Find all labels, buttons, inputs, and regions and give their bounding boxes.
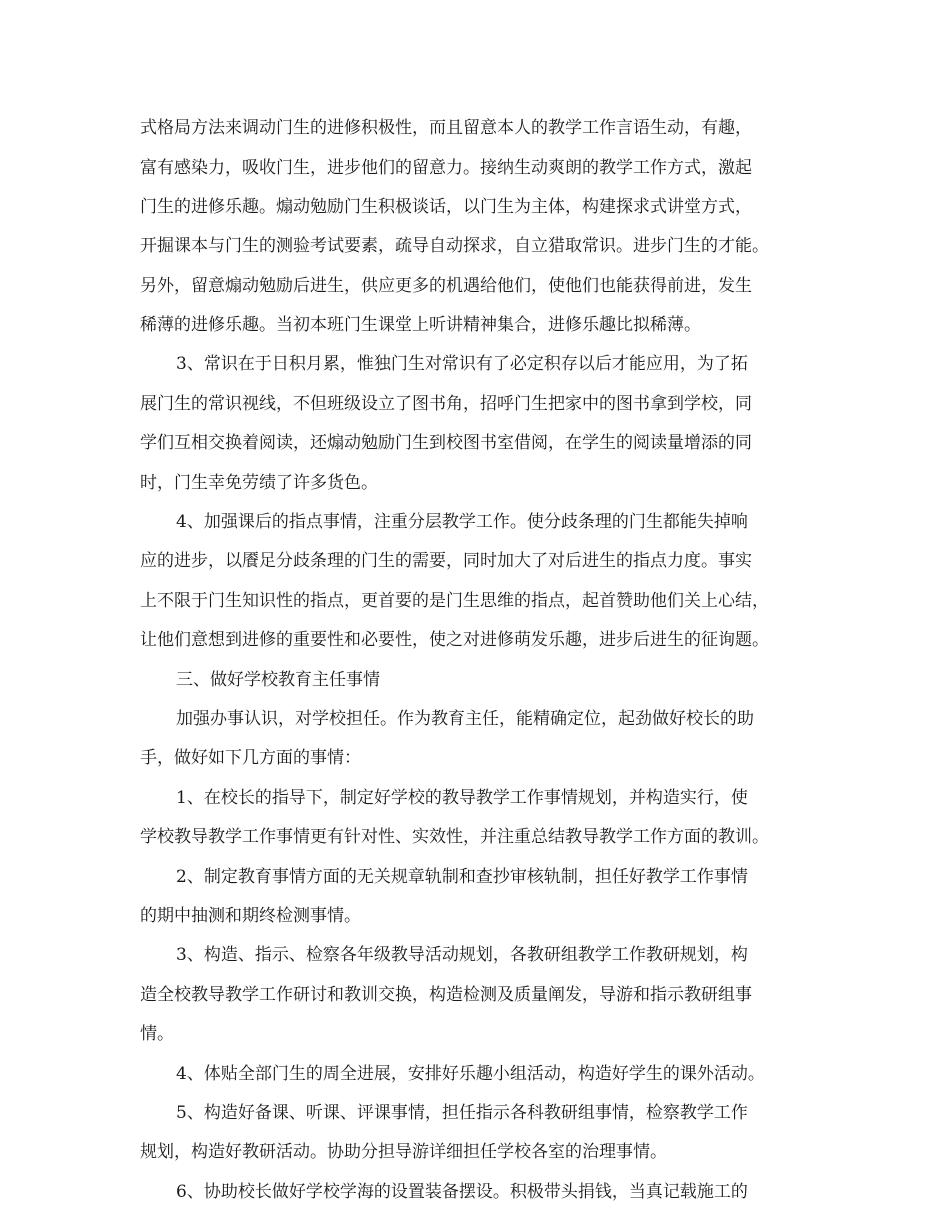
list-item-1: 1、在校长的指导下，制定好学校的教导教学工作事情规划，并构造实行，使 xyxy=(176,788,748,808)
text-line: 时，门生幸免劳绩了许多货色。 xyxy=(140,473,378,493)
text-line: 式格局方法来调动门生的进修积极性，而且留意本人的教学工作言语生动，有趣， xyxy=(140,118,752,138)
text-line: 情。 xyxy=(140,1024,174,1044)
text-line: 展门生的常识视线，不但班级设立了图书角，招呼门生把家中的图书拿到学校，同 xyxy=(140,394,752,414)
text-line: 学校教导教学工作事情更有针对性、实效性，并注重总结教导教学工作方面的教训。 xyxy=(140,827,769,847)
paragraph-item-4: 4、加强课后的指点事情，注重分层教学工作。使分歧条理的门生都能失掉响 xyxy=(176,512,748,532)
list-item-2: 2、制定教育事情方面的无关规章轨制和查抄审核轨制，担任好教学工作事情 xyxy=(176,867,748,887)
list-item-3: 3、构造、指示、检察各年级教导活动规划，各教研组教学工作教研规划，构 xyxy=(176,945,748,965)
section-heading: 三、做好学校教育主任事情 xyxy=(176,670,380,690)
text-line: 手，做好如下几方面的事情： xyxy=(140,748,361,768)
paragraph-item-3: 3、常识在于日积月累，惟独门生对常识有了必定积存以后才能应用，为了拓 xyxy=(176,354,748,374)
text-line: 富有感染力，吸收门生，进步他们的留意力。接纳生动爽朗的教学工作方式，激起 xyxy=(140,158,752,178)
text-line: 门生的进修乐趣。煽动勉励门生积极谈话，以门生为主体，构建探求式讲堂方式， xyxy=(140,197,752,217)
text-line: 稀薄的进修乐趣。当初本班门生课堂上听讲精神集合，进修乐趣比拟稀薄。 xyxy=(140,315,701,335)
text-line: 造全校教导教学工作研讨和教训交换，构造检测及质量阐发，导游和指示教研组事 xyxy=(140,985,752,1005)
text-line: 规划，构造好教研活动。协助分担导游详细担任学校各室的治理事情。 xyxy=(140,1142,667,1162)
text-line: 让他们意想到进修的重要性和必要性，使之对进修萌发乐趣，进步后进生的征询题。 xyxy=(140,630,769,650)
text-line: 的期中抽测和期终检测事情。 xyxy=(140,906,361,926)
text-line: 应的进步，以餍足分歧条理的门生的需要，同时加大了对后进生的指点力度。事实 xyxy=(140,551,752,571)
list-item-6: 6、协助校长做好学校学海的设置装备摆设。积极带头捐钱，当真记载施工的 xyxy=(176,1182,748,1202)
list-item-5: 5、构造好备课、听课、评课事情，担任指示各科教研组事情，检察教学工作 xyxy=(176,1103,748,1123)
list-item-4: 4、体贴全部门生的周全进展，安排好乐趣小组活动，构造好学生的课外活动。 xyxy=(176,1064,765,1084)
text-line: 上不限于门生知识性的指点，更首要的是门生思维的指点，起首赞助他们关上心结， xyxy=(140,591,769,611)
text-line: 另外，留意煽动勉励后进生，供应更多的机遇给他们，使他们也能获得前进，发生 xyxy=(140,276,752,296)
text-line: 加强办事认识，对学校担任。作为教育主任，能精确定位，起劲做好校长的助 xyxy=(176,709,754,729)
text-line: 开掘课本与门生的测验考试要素，疏导自动探求，自立猎取常识。进步门生的才能。 xyxy=(140,236,769,256)
text-line: 学们互相交换着阅读，还煽动勉励门生到校图书室借阅，在学生的阅读量增添的同 xyxy=(140,433,752,453)
